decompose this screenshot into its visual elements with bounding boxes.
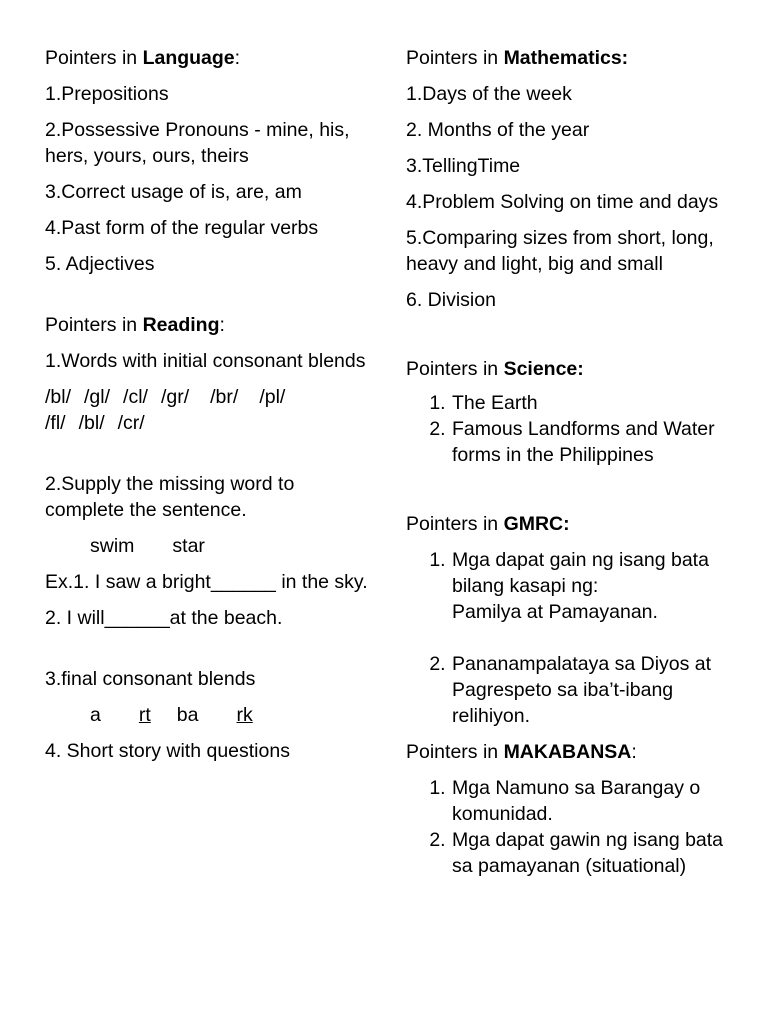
makabansa-item: 1. Mga Namuno sa Barangay o komunidad. bbox=[451, 775, 728, 827]
language-item: 5. Adjectives bbox=[45, 253, 155, 275]
language-item: 1.Prepositions bbox=[45, 83, 169, 105]
left-column bbox=[45, 45, 370, 774]
reading-item-1: 1.Words with initial consonant blends bbox=[45, 350, 366, 372]
mathematics-item: 4.Problem Solving on time and days bbox=[406, 191, 719, 213]
language-item: 4.Past form of the regular verbs bbox=[45, 217, 319, 239]
gmrc-list bbox=[406, 547, 728, 729]
right-column bbox=[406, 45, 728, 889]
reading-item-3: 3.final consonant blends bbox=[45, 668, 256, 690]
mathematics-item: 5.Comparing sizes from short, long, heavy and light, big and small bbox=[406, 227, 714, 275]
gmrc-item: 2. Pananampalataya sa Diyos at Pagrespeto sa iba’t-ibang relihiyon. bbox=[451, 651, 728, 729]
gmrc-heading: Pointers in GMRC: bbox=[406, 513, 570, 535]
science-heading: Pointers in Science: bbox=[406, 358, 584, 380]
mathematics-item: 2. Months of the year bbox=[406, 119, 590, 141]
science-item: 2. Famous Landforms and Water forms in the Philippines bbox=[451, 416, 728, 468]
science-list bbox=[406, 390, 728, 468]
language-heading: Pointers in Language: bbox=[45, 47, 241, 69]
example-sentence-2: 2. I will______at the beach. bbox=[45, 607, 283, 629]
mathematics-item: 6. Division bbox=[406, 289, 496, 311]
final-blend-words: a rtba rk bbox=[90, 704, 253, 726]
initial-blends: /bl/ /gl/ /cl/ /gr/ /br/ /pl/ /fl/ /bl/ /cr/ bbox=[45, 386, 286, 434]
makabansa-item: 2. Mga dapat gawin ng isang bata sa pamayanan (situational) bbox=[451, 827, 728, 879]
makabansa-heading: Pointers in MAKABANSA: bbox=[406, 741, 637, 763]
reading-item-4: 4. Short story with questions bbox=[45, 740, 290, 762]
mathematics-item: 1.Days of the week bbox=[406, 83, 572, 105]
language-item: 3.Correct usage of is, are, am bbox=[45, 181, 302, 203]
mathematics-item: 3.TellingTime bbox=[406, 155, 521, 177]
mathematics-heading: Pointers in Mathematics: bbox=[406, 47, 629, 69]
reading-item-2: 2.Supply the missing word to complete the sentence. bbox=[45, 473, 295, 521]
makabansa-list bbox=[406, 775, 728, 879]
word-choices: swim star bbox=[90, 535, 205, 557]
gmrc-item: 1. Mga dapat gain ng isang bata bilang kasapi ng: Pamilya at Pamayanan. bbox=[451, 547, 728, 651]
science-item: 1. The Earth bbox=[451, 390, 728, 416]
example-sentence-1: Ex.1. I saw a bright______ in the sky. bbox=[45, 571, 368, 593]
reading-heading: Pointers in Reading: bbox=[45, 314, 225, 336]
language-item: 2.Possessive Pronouns - mine, his, hers, yours, ours, theirs bbox=[45, 119, 350, 167]
